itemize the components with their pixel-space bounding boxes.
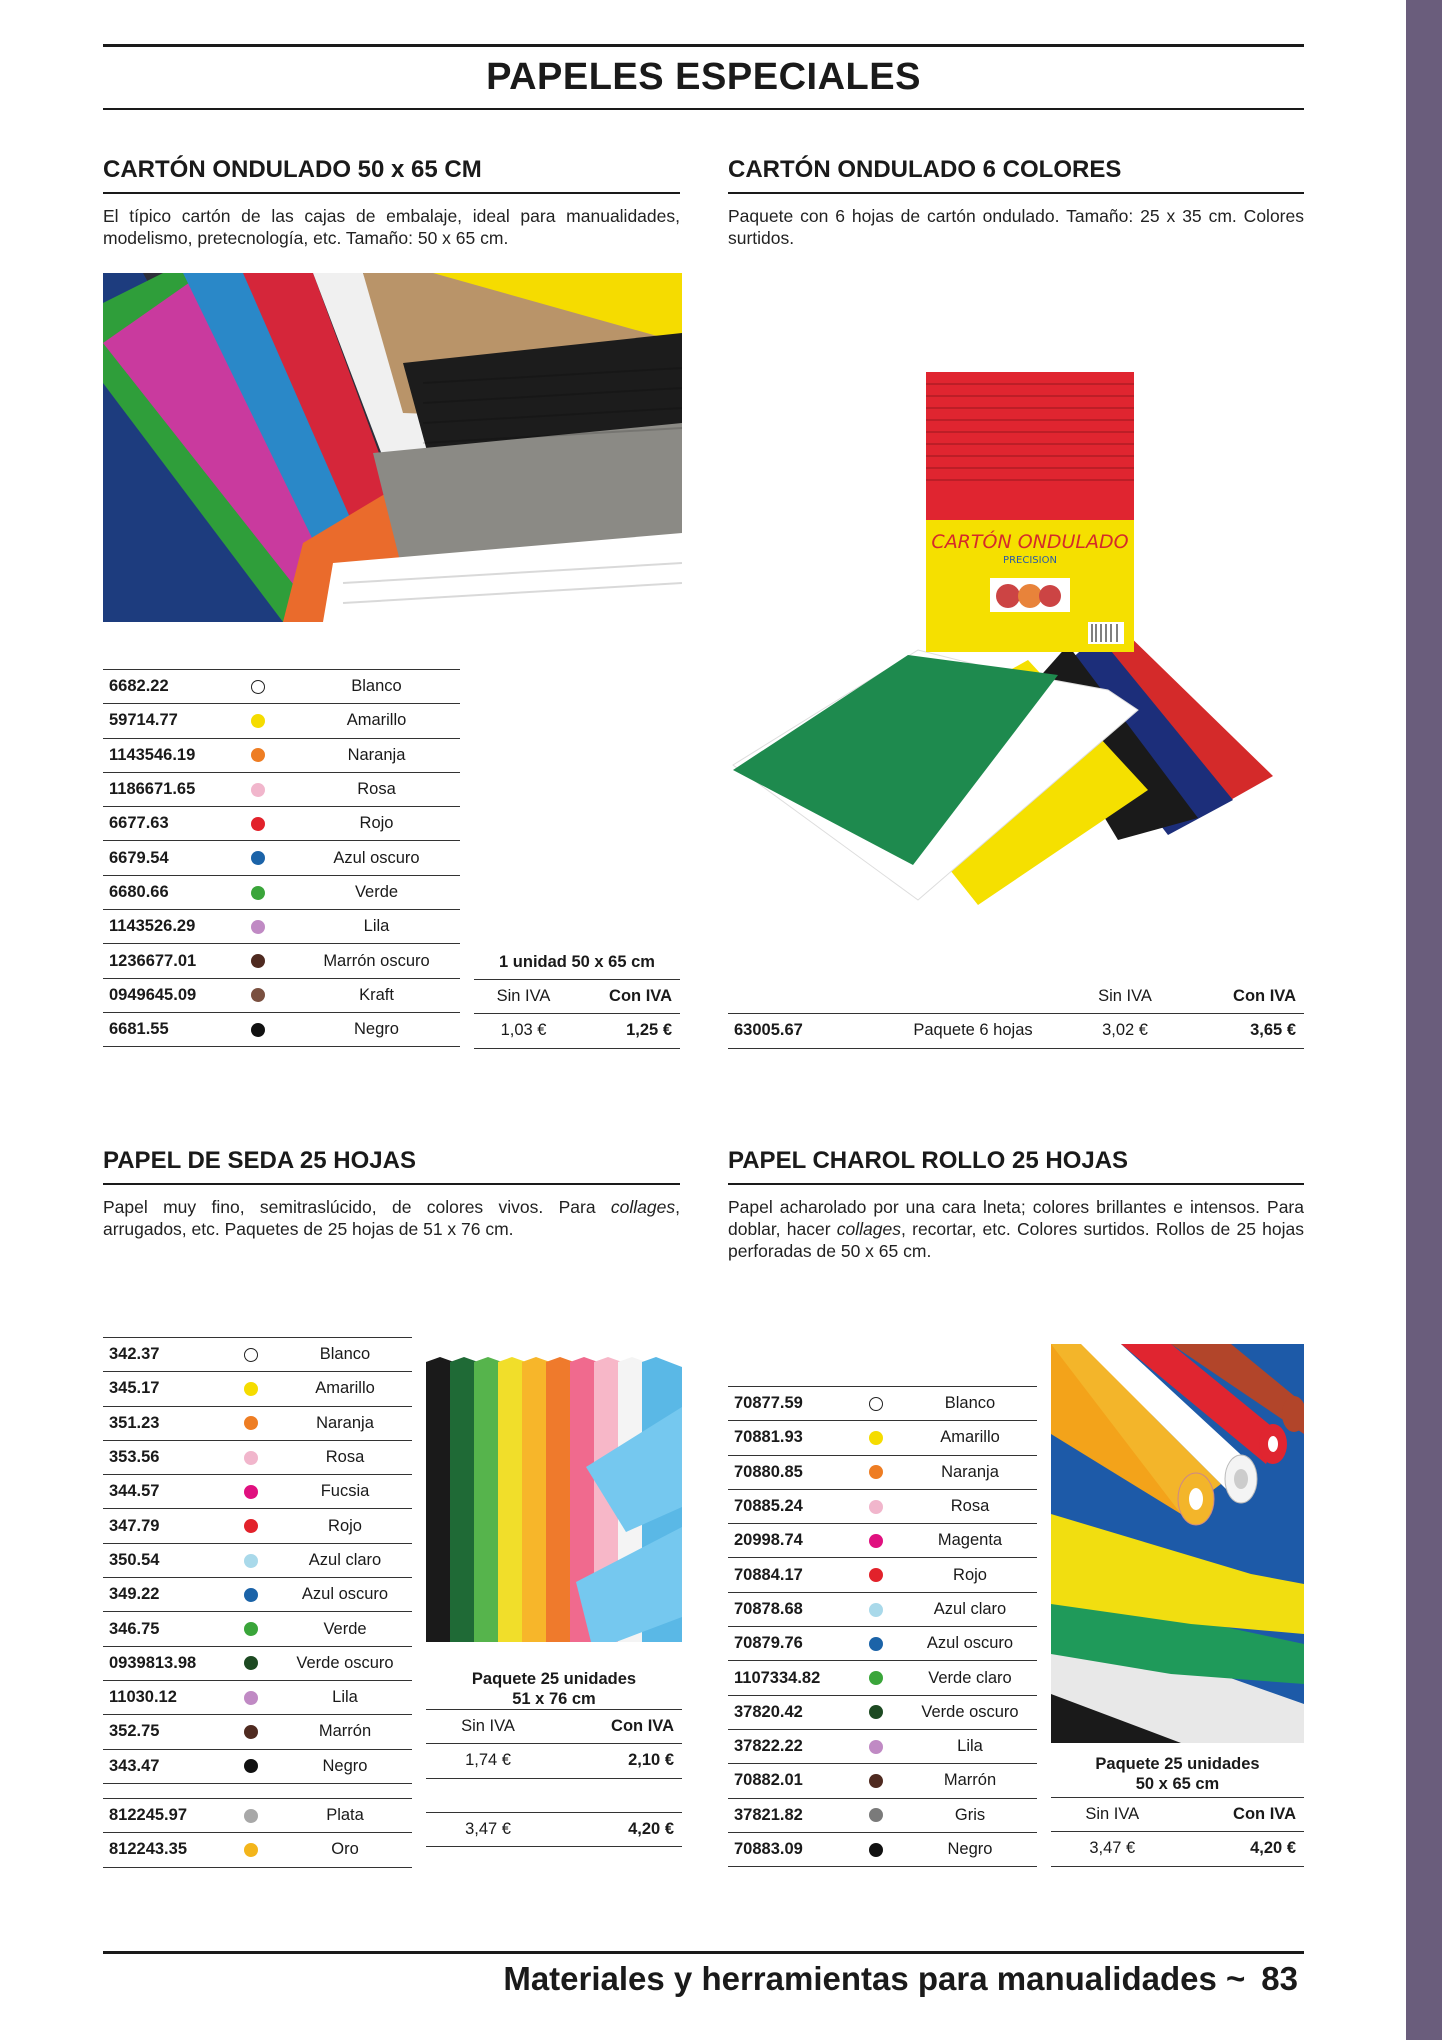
- price-caption-line-1: Paquete 25 unidades: [1095, 1755, 1260, 1773]
- section-title-carton-ondulado: CARTÓN ONDULADO 50 x 65 CM: [103, 156, 680, 194]
- price-row: [426, 1744, 682, 1778]
- price-row: [1051, 1832, 1304, 1866]
- color-swatch-icon: [244, 1451, 258, 1465]
- table-row: [103, 1372, 412, 1406]
- price-header-con-iva: Con IVA: [1233, 987, 1296, 1006]
- page-header: [103, 44, 1304, 110]
- product-code: 351.23: [103, 1406, 223, 1440]
- table-row: [728, 1558, 1037, 1592]
- table-row: [728, 1832, 1037, 1866]
- price-box-papel-charol: [1051, 1748, 1304, 1867]
- product-code: 63005.67: [734, 1021, 803, 1040]
- color-swatch-icon: [251, 680, 265, 694]
- color-swatch-icon: [869, 1397, 883, 1411]
- table-row: [728, 1489, 1037, 1523]
- price-caption-line-2: 50 x 65 cm: [1135, 1775, 1220, 1793]
- color-swatch-icon: [244, 1485, 258, 1499]
- price-row: [728, 1014, 1304, 1048]
- table-row: [103, 1646, 412, 1680]
- price-con-iva: 4,20 €: [628, 1820, 674, 1839]
- table-row: [103, 704, 460, 738]
- product-image-carton-ondulado-6-colores: [728, 360, 1304, 920]
- price-header-sin-iva: Sin IVA: [461, 1717, 515, 1736]
- color-name: Amarillo: [293, 704, 460, 738]
- color-table-papel-charol: [728, 1386, 1037, 1867]
- table-row: [728, 1695, 1037, 1729]
- color-swatch-icon: [869, 1705, 883, 1719]
- table-row: [728, 1421, 1037, 1455]
- color-swatch-icon: [251, 748, 265, 762]
- product-code: 70885.24: [728, 1489, 848, 1523]
- color-name: Magenta: [903, 1524, 1037, 1558]
- color-swatch-icon: [244, 1416, 258, 1430]
- color-name: Naranja: [903, 1455, 1037, 1489]
- price-con-iva: 2,10 €: [628, 1751, 674, 1770]
- product-code: 352.75: [103, 1715, 223, 1749]
- price-row: [474, 1014, 680, 1048]
- color-name: Verde oscuro: [278, 1646, 412, 1680]
- table-row: [103, 1612, 412, 1646]
- table-row: [103, 1012, 460, 1046]
- table-row: [103, 1578, 412, 1612]
- color-swatch-icon: [251, 920, 265, 934]
- table-row: [103, 807, 460, 841]
- price-box-carton-ondulado-6-colores: [728, 980, 1304, 1049]
- color-name: Fucsia: [278, 1475, 412, 1509]
- color-table-papel-de-seda-metalico: [103, 1798, 412, 1868]
- price-header-con-iva: Con IVA: [609, 987, 672, 1006]
- color-name: Rosa: [278, 1440, 412, 1474]
- product-code: 70881.93: [728, 1421, 848, 1455]
- color-swatch-icon: [251, 954, 265, 968]
- color-name: Rojo: [278, 1509, 412, 1543]
- color-swatch-icon: [869, 1431, 883, 1445]
- product-code: 812245.97: [103, 1799, 223, 1833]
- color-name: Negro: [278, 1749, 412, 1783]
- color-name: Negro: [293, 1012, 460, 1046]
- price-box-carton-ondulado: [474, 945, 680, 1049]
- color-swatch-icon: [869, 1568, 883, 1582]
- color-name: Lila: [903, 1729, 1037, 1763]
- color-swatch-icon: [869, 1500, 883, 1514]
- product-image-carton-ondulado: [103, 273, 682, 622]
- price-header-sin-iva: Sin IVA: [1085, 1805, 1140, 1824]
- product-code: 37822.22: [728, 1729, 848, 1763]
- footer-text: Materiales y herramientas para manualidades ~: [503, 1960, 1246, 1997]
- price-header-sin-iva: Sin IVA: [1098, 987, 1152, 1006]
- table-row: [728, 1524, 1037, 1558]
- product-code: 20998.74: [728, 1524, 848, 1558]
- table-row: [103, 1715, 412, 1749]
- section-description-carton-ondulado-6-colores: Paquete con 6 hojas de cartón ondulado. Tamaño: 25 x 35 cm. Colores surtidos.: [728, 206, 1304, 248]
- color-name: Blanco: [903, 1387, 1037, 1421]
- product-code: 0939813.98: [103, 1646, 223, 1680]
- color-name: Verde: [293, 875, 460, 909]
- color-swatch-icon: [244, 1382, 258, 1396]
- price-caption: [1051, 1748, 1304, 1798]
- table-row: [103, 978, 460, 1012]
- price-row-metalico: [426, 1813, 682, 1847]
- color-swatch-icon: [869, 1843, 883, 1857]
- table-row: [103, 841, 460, 875]
- product-code: 1143526.29: [103, 910, 223, 944]
- product-code: 59714.77: [103, 704, 223, 738]
- table-row: [103, 670, 460, 704]
- table-row: [103, 1475, 412, 1509]
- product-code: 346.75: [103, 1612, 223, 1646]
- price-header-sin-iva: Sin IVA: [496, 987, 551, 1006]
- table-row: [103, 1440, 412, 1474]
- table-row: [103, 738, 460, 772]
- color-swatch-icon: [869, 1534, 883, 1548]
- color-swatch-icon: [251, 714, 265, 728]
- color-swatch-icon: [244, 1691, 258, 1705]
- product-code: 70882.01: [728, 1764, 848, 1798]
- product-code: 347.79: [103, 1509, 223, 1543]
- product-code: 6680.66: [103, 875, 223, 909]
- color-name: Verde claro: [903, 1661, 1037, 1695]
- product-code: 6682.22: [103, 670, 223, 704]
- color-swatch-icon: [869, 1465, 883, 1479]
- color-table-papel-de-seda: [103, 1337, 412, 1784]
- color-table-carton-ondulado: [103, 669, 460, 1047]
- color-name: Verde oscuro: [903, 1695, 1037, 1729]
- table-row: [103, 875, 460, 909]
- color-name: Azul oscuro: [278, 1578, 412, 1612]
- table-row: [103, 1543, 412, 1577]
- price-sin-iva: 3,47 €: [1089, 1839, 1136, 1858]
- color-swatch-icon: [244, 1656, 258, 1670]
- color-name: Naranja: [278, 1406, 412, 1440]
- color-swatch-icon: [869, 1808, 883, 1822]
- section-title-papel-charol: PAPEL CHAROL ROLLO 25 HOJAS: [728, 1147, 1304, 1185]
- table-row: [103, 1680, 412, 1714]
- price-caption-line-2: 51 x 76 cm: [512, 1690, 596, 1708]
- color-name: Rojo: [293, 807, 460, 841]
- product-code: 37821.82: [728, 1798, 848, 1832]
- product-code: 70879.76: [728, 1627, 848, 1661]
- color-swatch-icon: [244, 1348, 258, 1362]
- color-swatch-icon: [244, 1588, 258, 1602]
- product-image-papel-charol: [1051, 1344, 1304, 1743]
- product-code: 70878.68: [728, 1592, 848, 1626]
- color-swatch-icon: [251, 886, 265, 900]
- table-row: [103, 772, 460, 806]
- color-swatch-icon: [251, 783, 265, 797]
- table-row: [103, 1833, 412, 1867]
- table-row: [728, 1592, 1037, 1626]
- table-row: [103, 1509, 412, 1543]
- price-header-row: [1051, 1798, 1304, 1832]
- color-swatch-icon: [244, 1759, 258, 1773]
- page-footer: [103, 1951, 1304, 1998]
- section-description-carton-ondulado: El típico cartón de las cajas de embalaje, ideal para manualidades, modelismo, pretecnología, etc. Tamaño: 50 x 65 cm.: [103, 206, 680, 248]
- price-caption: 1 unidad 50 x 65 cm: [474, 945, 680, 980]
- product-code: 0949645.09: [103, 978, 223, 1012]
- section-description-papel-de-seda: Papel muy fino, semitraslúcido, de colores vivos. Para collages, arrugados, etc. Paquetes de 25 hojas de 51 x 76 cm.: [103, 1197, 680, 1239]
- table-row: [103, 1338, 412, 1372]
- color-name: Azul oscuro: [903, 1627, 1037, 1661]
- color-swatch-icon: [251, 988, 265, 1002]
- color-swatch-icon: [244, 1725, 258, 1739]
- color-name: Verde: [278, 1612, 412, 1646]
- price-row-spacer: [426, 1779, 682, 1813]
- color-name: Kraft: [293, 978, 460, 1012]
- color-name: Marrón oscuro: [293, 944, 460, 978]
- product-code: 70877.59: [728, 1387, 848, 1421]
- color-name: Marrón: [903, 1764, 1037, 1798]
- product-image-papel-de-seda: [426, 1357, 682, 1642]
- color-swatch-icon: [244, 1554, 258, 1568]
- product-code: 70880.85: [728, 1455, 848, 1489]
- price-sin-iva: 1,03 €: [500, 1021, 547, 1040]
- product-code: 344.57: [103, 1475, 223, 1509]
- page-title: PAPELES ESPECIALES: [486, 56, 921, 98]
- color-name: Gris: [903, 1798, 1037, 1832]
- product-code: 1236677.01: [103, 944, 223, 978]
- product-code: 345.17: [103, 1372, 223, 1406]
- table-row: [103, 910, 460, 944]
- color-swatch-icon: [251, 1023, 265, 1037]
- color-name: Marrón: [278, 1715, 412, 1749]
- color-swatch-icon: [244, 1622, 258, 1636]
- price-header-row: [728, 980, 1304, 1014]
- product-code: 37820.42: [728, 1695, 848, 1729]
- color-name: Rosa: [903, 1489, 1037, 1523]
- product-code: 11030.12: [103, 1680, 223, 1714]
- price-header-row: [426, 1710, 682, 1744]
- side-band: [1406, 0, 1442, 2040]
- color-swatch-icon: [244, 1519, 258, 1533]
- color-name: Negro: [903, 1832, 1037, 1866]
- table-row: [728, 1661, 1037, 1695]
- table-row: [103, 1749, 412, 1783]
- product-code: 6681.55: [103, 1012, 223, 1046]
- color-swatch-icon: [251, 817, 265, 831]
- product-code: 343.47: [103, 1749, 223, 1783]
- section-description-papel-charol: Papel acharolado por una cara lneta; colores brillantes e intensos. Para doblar, hacer collages, recortar, etc. Colores surtidos. Rollos de 25 hojas perforadas de 50 x 65 cm.: [728, 1197, 1304, 1261]
- product-code: 70883.09: [728, 1832, 848, 1866]
- color-swatch-icon: [869, 1637, 883, 1651]
- color-name: Lila: [293, 910, 460, 944]
- color-name: Azul claro: [903, 1592, 1037, 1626]
- color-swatch-icon: [869, 1774, 883, 1788]
- product-code: 349.22: [103, 1578, 223, 1612]
- color-name: Azul oscuro: [293, 841, 460, 875]
- product-code: 1107334.82: [728, 1661, 848, 1695]
- color-name: Blanco: [293, 670, 460, 704]
- price-sin-iva: 3,02 €: [1102, 1021, 1148, 1040]
- table-row: [728, 1627, 1037, 1661]
- color-name: Naranja: [293, 738, 460, 772]
- product-code: 1143546.19: [103, 738, 223, 772]
- color-name: Plata: [278, 1799, 412, 1833]
- table-row: [728, 1798, 1037, 1832]
- price-header-con-iva: Con IVA: [611, 1717, 674, 1736]
- price-header-con-iva: Con IVA: [1233, 1805, 1296, 1824]
- price-header-row: [474, 980, 680, 1014]
- color-name: Amarillo: [278, 1372, 412, 1406]
- table-row: [103, 1406, 412, 1440]
- section-title-papel-de-seda: PAPEL DE SEDA 25 HOJAS: [103, 1147, 680, 1185]
- price-con-iva: 1,25 €: [626, 1021, 672, 1040]
- table-row: [728, 1764, 1037, 1798]
- color-swatch-icon: [869, 1671, 883, 1685]
- product-code: 6679.54: [103, 841, 223, 875]
- product-code: 6677.63: [103, 807, 223, 841]
- color-name: Azul claro: [278, 1543, 412, 1577]
- product-code: 342.37: [103, 1338, 223, 1372]
- product-code: 350.54: [103, 1543, 223, 1577]
- product-code: 1186671.65: [103, 772, 223, 806]
- price-caption-line-1: Paquete 25 unidades: [471, 1670, 637, 1688]
- color-swatch-icon: [869, 1740, 883, 1754]
- color-swatch-icon: [251, 851, 265, 865]
- section-title-carton-ondulado-6-colores: CARTÓN ONDULADO 6 COLORES: [728, 156, 1304, 194]
- price-con-iva: 3,65 €: [1250, 1021, 1296, 1040]
- page-number: 83: [1261, 1960, 1298, 1997]
- color-swatch-icon: [244, 1809, 258, 1823]
- package-title: CARTÓN ONDULADO: [931, 531, 1129, 553]
- price-sin-iva: 3,47 €: [465, 1820, 511, 1839]
- table-row: [103, 1799, 412, 1833]
- color-swatch-icon: [869, 1603, 883, 1617]
- color-name: Amarillo: [903, 1421, 1037, 1455]
- price-sin-iva: 1,74 €: [465, 1751, 511, 1770]
- color-name: Rosa: [293, 772, 460, 806]
- color-name: Blanco: [278, 1338, 412, 1372]
- price-con-iva: 4,20 €: [1250, 1839, 1296, 1858]
- color-swatch-icon: [244, 1843, 258, 1857]
- product-code: 812243.35: [103, 1833, 223, 1867]
- color-name: Lila: [278, 1680, 412, 1714]
- product-code: 70884.17: [728, 1558, 848, 1592]
- price-caption: [426, 1665, 682, 1710]
- color-name: Rojo: [903, 1558, 1037, 1592]
- table-row: [103, 944, 460, 978]
- product-code: 353.56: [103, 1440, 223, 1474]
- item-name: Paquete 6 hojas: [913, 1021, 1033, 1040]
- color-name: Oro: [278, 1833, 412, 1867]
- table-row: [728, 1729, 1037, 1763]
- package-subtitle: PRECISION: [1003, 555, 1057, 566]
- table-row: [728, 1387, 1037, 1421]
- table-row: [728, 1455, 1037, 1489]
- price-box-papel-de-seda: [426, 1665, 682, 1847]
